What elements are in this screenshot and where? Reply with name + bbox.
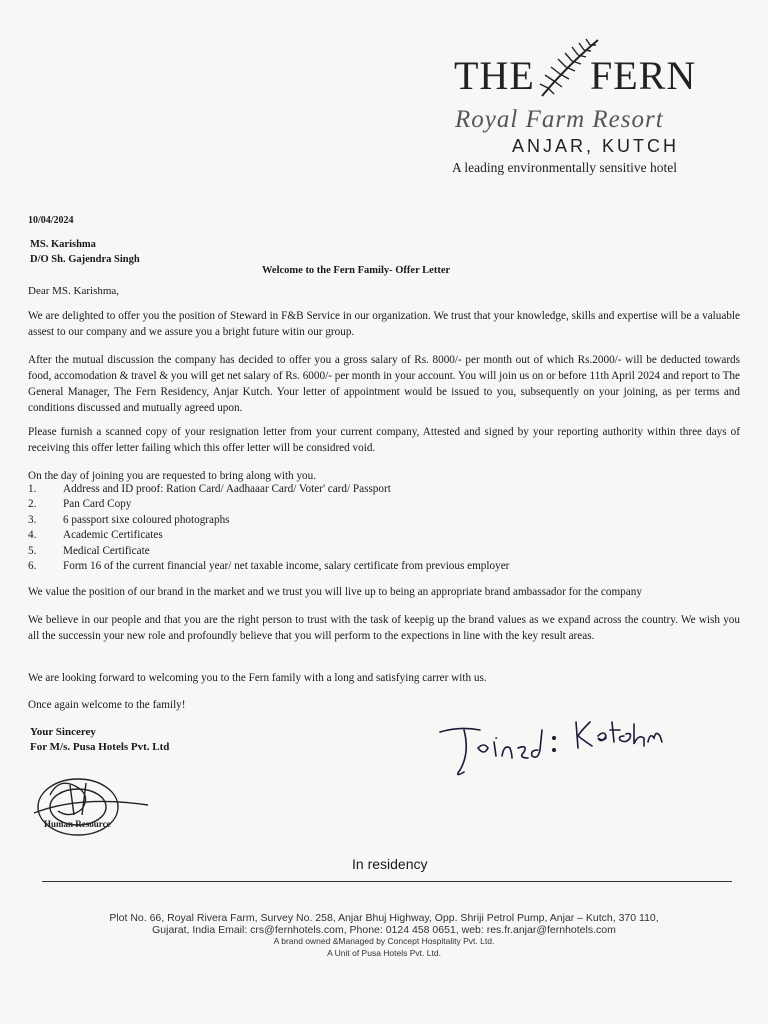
- footer-address-1: Plot No. 66, Royal Rivera Farm, Survey No. 258, Anjar Bhuj Highway, Opp. Shriji Petrol Pump, Anjar – Kutch, 370 110,: [109, 912, 659, 924]
- recipient-relation: D/O Sh. Gajendra Singh: [30, 254, 140, 265]
- brand-location: ANJAR, KUTCH: [512, 136, 680, 156]
- list-item: 1. Address and ID proof: Ration Card/ Aadhaaar Card/ Voter' card/ Passport: [28, 483, 391, 495]
- closing: Your Sincerey: [30, 726, 96, 738]
- list-item: 2. Pan Card Copy: [28, 498, 132, 511]
- company-name: For M/s. Pusa Hotels Pvt. Ltd: [30, 741, 170, 753]
- hr-stamp: [30, 765, 150, 845]
- footer-unit: A Unit of Pusa Hotels Pvt. Ltd.: [327, 948, 441, 958]
- stamp-text: Human Resource: [44, 819, 111, 829]
- footer-address-2: Gujarat, India Email: crs@fernhotels.com, Phone: 0124 458 0651, web: res.fr.anjar@fernhotels.com: [152, 924, 616, 936]
- paragraph-resignation: Please furnish a scanned copy of your resignation letter from your current company, Attested and signed by your reporting authority within three days of receiving this offer letter failing which this offer letter will be considred void.: [28, 426, 740, 454]
- paragraph-salary: After the mutual discussion the company has decided to offer you a gross salary of Rs. 8000/- per month out of which Rs.2000/- will be deducted towards food, accomodation & travel & you will get net salary of Rs. 6000/- per month in your account. You will join us on or before 11th April 2024 and report to The General Manager, The Fern Residency, Anjar Kutch. Your letter of appointment would be issued to you, subsequently on your joining, as per terms and conditions discussed and mutually agreed upon.: [28, 354, 740, 414]
- letter-date: 10/04/2024: [28, 215, 74, 226]
- residency-label: In residency: [352, 856, 428, 872]
- brand-subtitle: Royal Farm Resort: [455, 106, 664, 133]
- paragraph-welcome: We are looking forward to welcoming you to the Fern family with a long and satisfying carrer with us.: [28, 672, 487, 684]
- paragraph-once-again: Once again welcome to the family!: [28, 699, 186, 711]
- brand-logo: [440, 52, 730, 102]
- handwritten-joined-signature: [430, 708, 670, 788]
- footer-divider: [42, 881, 732, 882]
- paragraph-offer: We are delighted to offer you the position of Steward in F&B Service in our organization. We trust that your knowledge, skills and expertise will be a valuable assest to our company and we assure you a bright future witin our group.: [28, 310, 740, 338]
- brand-name-the: THE: [454, 53, 535, 98]
- paragraph-brand: We value the position of our brand in the market and we trust you will live up to being an appropriate brand ambassador for the company: [28, 586, 642, 598]
- list-item: 3. 6 passport sixe coloured photographs: [28, 513, 230, 526]
- footer-brand-owner: A brand owned &Managed by Concept Hospitality Pvt. Ltd.: [273, 936, 495, 946]
- paragraph-joining: On the day of joining you are requested to bring along with you.: [28, 470, 317, 482]
- salutation: Dear MS. Karishma,: [28, 285, 120, 297]
- brand-name-fern: FERN: [590, 53, 697, 98]
- brand-tagline: A leading environmentally sensitive hotel: [452, 160, 677, 175]
- list-item: 5. Medical Certificate: [28, 544, 150, 557]
- list-item: 4. Academic Certificates: [28, 529, 163, 542]
- recipient-name: MS. Karishma: [30, 239, 96, 250]
- documents-list: [28, 482, 509, 574]
- list-item: 6. Form 16 of the current financial year/ net taxable income, salary certificate from previous employer: [28, 560, 510, 573]
- letter-title: Welcome to the Fern Family- Offer Letter: [262, 265, 451, 276]
- paragraph-believe: We believe in our people and that you are the right person to trust with the task of keepig up the brand values as we expand across the country. We wish you all the successin your new role and profoundly believe that you will perform to the expections in line with the key result areas.: [28, 614, 740, 642]
